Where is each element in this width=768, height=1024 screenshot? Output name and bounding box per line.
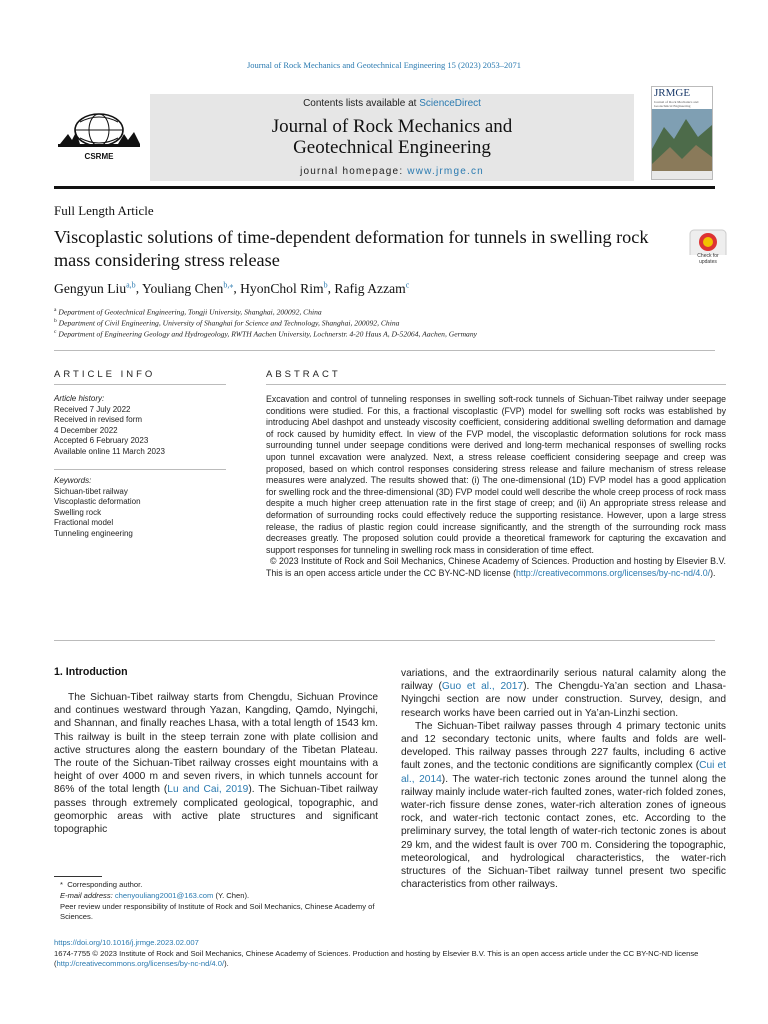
article-title: Viscoplastic solutions of time-dependent deformation for tunnels in swelling rock mass considering stress release <box>54 227 649 270</box>
section-heading-introduction: 1. Introduction <box>54 666 128 678</box>
crossmark-icon <box>689 229 727 255</box>
history-item: 4 December 2022 <box>54 425 118 435</box>
intro-column-1: The Sichuan-Tibet railway starts from Chengdu, Sichuan Province and continues westward through Yazan, Kangding, Qamdo, Nyingchi, and Shannan, and finally reaches Lhasa, with a total length of 1543 km. This railway is built in the steep terrain zone with plate collision and active structures along the eastern boundary of the Tibetan Plateau. The route of the Sichuan-Tibet railway crosses eight mountains with a height of over 4000 m and seven rivers, in which tunnels account for 86% of the total length (Lu and Cai, 2019). The Sichuan-Tibet railway passes through extremely complicated geological, topographic, and geomorphic areas with active plate structures and significant topographic <box>54 692 378 836</box>
keywords-label: Keywords: <box>54 476 92 485</box>
journal-header-box <box>150 94 634 181</box>
keyword-item: Tunneling engineering <box>54 528 133 538</box>
affiliation-a: $^a$ Department of Geotechnical Engineering, Tongji University, Shanghai, 200092, China <box>54 307 322 317</box>
author-3[interactable]: HyonChol Rim$^b$ <box>240 280 328 296</box>
bottom-license-link[interactable]: http://creativecommons.org/licenses/by-nc-nd/4.0/ <box>56 959 225 969</box>
society-logo <box>54 104 144 166</box>
history-label: Article history: <box>54 394 105 403</box>
divider <box>54 350 715 351</box>
abstract-body <box>266 394 726 580</box>
sciencedirect-link[interactable]: ScienceDirect <box>419 98 481 109</box>
history-item: Available online 11 March 2023 <box>54 446 165 456</box>
author-2[interactable]: Youliang Chen$^{b,⁎}$ <box>141 280 234 296</box>
bottom-license: 1674-7755 © 2023 Institute of Rock and Soil Mechanics, Chinese Academy of Sciences. Production and hosting by Elsevier B.V. This is an open access article under the CC BY-NC-ND license (http://creativecommons.org/licenses/by-nc-nd/4.0/). <box>54 949 699 969</box>
journal-name <box>150 116 634 158</box>
email-note: E-mail address: chenyouliang2001@163.com (Y. Chen). <box>60 891 250 900</box>
journal-name-line2: Geotechnical Engineering <box>293 137 491 158</box>
history-item: Received 7 July 2022 <box>54 404 131 414</box>
copyright-line: © 2023 Institute of Rock and Soil Mechanics, Chinese Academy of Sciences. Production and hosting by Elsevier B.V. This is an open access article under the CC BY-NC-ND license (http://creativecommons.org/licenses/by-nc-nd/4.0/). <box>266 556 726 578</box>
doi-link <box>54 938 726 948</box>
mountain-photo-icon <box>652 109 712 179</box>
peer-review-note: Peer review under responsibility of Institute of Rock and Soil Mechanics, Chinese Academy of Sciences. <box>60 902 375 922</box>
crossmark-label2: updates <box>699 259 717 265</box>
crossmark-label <box>689 253 727 265</box>
abstract-rule <box>266 384 726 385</box>
author-list: Gengyun Liu$^{a,b}$, Youliang Chen$^{b,⁎}$, HyonChol Rim$^b$, Rafig Azzam$^c$ <box>54 280 410 296</box>
citation-link[interactable]: Cui et al., 2014 <box>401 760 726 785</box>
keyword-item: Sichuan-tibet railway <box>54 486 128 496</box>
abstract-text: Excavation and control of tunneling responses in swelling soft-rock tunnels of Sichuan-Tibet railway under seepage conditions were studied. For this, a fractional viscoplastic (FVP) model for swelling soft rocks was established by introducing Abel dashpot and unsteady viscosity coefficient, considering additional swelling deformation and damage of rock caused by humidity effect. In view of the FVP model, the viscoplastic deformation solutions for rock mass surrounding tunnel under seepage conditions were derived and long-term mechanical responses of swelling rocks upon tunnel excavation were analyzed. Next, a stress release coefficient considering seepage and creep was proposed, based on which control responses considering stress release and failure mechanism of stress release measures were analyzed. The results showed that: (i) The one-dimensional (1D) FVP model has a good application for swelling rock and the three-dimensional (3D) FVP model could well describe the whole creep process of rock mass despite a much higher creep attenuation rate in the first stage of creep; and (ii) An appropriate stress release and deformation of surrounding rocks could effectively reduce the supporting resistance. However, upon a large stress release, the radius of plastic region could increase significantly, and the strength of the surrounding rock mass decreases greatly. The proposed solution could provide a theoretical framework for capturing the excavation and support responses for tunneling in swelling rock mass in consideration of time effect. <box>266 394 726 555</box>
homepage-prefix: journal homepage: <box>300 166 408 177</box>
logo-label: CSRME <box>84 152 114 161</box>
article-info-heading: ARTICLE INFO <box>54 369 156 380</box>
crossmark-label1: Check for <box>697 253 719 259</box>
cover-title: JRMGE <box>654 87 691 99</box>
journal-name-line1: Journal of Rock Mechanics and <box>271 116 513 137</box>
check-for-updates-button[interactable] <box>689 229 727 267</box>
contents-prefix: Contents lists available at <box>303 98 420 109</box>
keyword-item: Swelling rock <box>54 507 102 517</box>
footnote-rule <box>54 876 102 877</box>
citation-link[interactable]: Lu and Cai, 2019 <box>167 784 249 796</box>
homepage-link[interactable]: www.jrmge.cn <box>407 166 484 177</box>
intro-column-2 <box>401 667 726 891</box>
email-link[interactable]: chenyouliang2001@163.com <box>114 891 214 900</box>
corresponding-author-note: * Corresponding author. <box>60 880 143 889</box>
keyword-item: Fractional model <box>54 518 114 528</box>
abstract-heading: ABSTRACT <box>266 369 341 380</box>
journal-reference[interactable]: Journal of Rock Mechanics and Geotechnical Engineering 15 (2023) 2053–2071 <box>246 60 522 70</box>
homepage-line <box>150 166 634 177</box>
article-type: Full Length Article <box>54 203 154 218</box>
keyword-item: Viscoplastic deformation <box>54 497 141 507</box>
license-link[interactable]: http://creativecommons.org/licenses/by-nc-nd/4.0/ <box>516 567 711 578</box>
keywords-rule <box>54 469 226 470</box>
cover-subtitle: Journal of Rock Mechanics and Geotechnical Engineering <box>654 100 699 108</box>
article-info-rule <box>54 384 226 385</box>
history-item: Accepted 6 February 2023 <box>54 436 149 446</box>
paragraph: variations, and the extraordinarily serious natural calamity along the railway (Guo et al., 2017). The Chengdu-Ya’an section and Lhasa-Nyingchi section are now under construction. Survey, design, and research works have been carried out in Ya’an-Linzhi section. <box>401 668 726 719</box>
affiliation-b: $^b$ Department of Civil Engineering, University of Shanghai for Science and Technology, Shanghai, 200092, China <box>54 318 400 328</box>
header-rule <box>54 186 715 189</box>
author-1[interactable]: Gengyun Liu$^{a,b}$ <box>54 280 136 296</box>
author-4[interactable]: Rafig Azzam$^c$ <box>334 280 410 296</box>
article-history <box>54 394 226 458</box>
affiliation-c: $^c$ Department of Engineering Geology and Hydrogeology, RWTH Aachen University, Lochnerstr. 4-20 Haus A, D-52064, Aachen, Germany <box>54 329 478 339</box>
keywords <box>54 476 226 540</box>
journal-cover-image[interactable] <box>651 86 713 180</box>
citation-link[interactable]: Guo et al., 2017 <box>441 681 524 693</box>
history-item: Received in revised form <box>54 415 143 425</box>
abstract-bottom-rule <box>54 640 715 641</box>
paragraph: The Sichuan-Tibet railway passes through 4 primary tectonic units and 12 secondary tectonic units, where faults and folds are well-developed. This railway passes through 227 faults, including 6 active fault zones, and the tectonic conditions are significantly complex (Cui et al., 2014). The water-rich tectonic zones around the tunnel along the railway mainly include water-rich faulted zones, water-rich folded zones, water-rich fissure dense zones, water-rich alteration zones of igneous rock, and water-rich tectonic contact zones, etc. According to the preliminary survey, the total length of water-rich tectonic zones is about 29 km, and the widest fault is over 700 m. Considering the topographic, meteorological, and hydrological characteristics, the water-rich structures of the Sichuan-Tibet railway tunnel present two specific characteristics from other railways. <box>401 720 726 891</box>
contents-line <box>150 98 634 109</box>
doi-url[interactable]: https://doi.org/10.1016/j.jrmge.2023.02.007 <box>54 938 199 947</box>
